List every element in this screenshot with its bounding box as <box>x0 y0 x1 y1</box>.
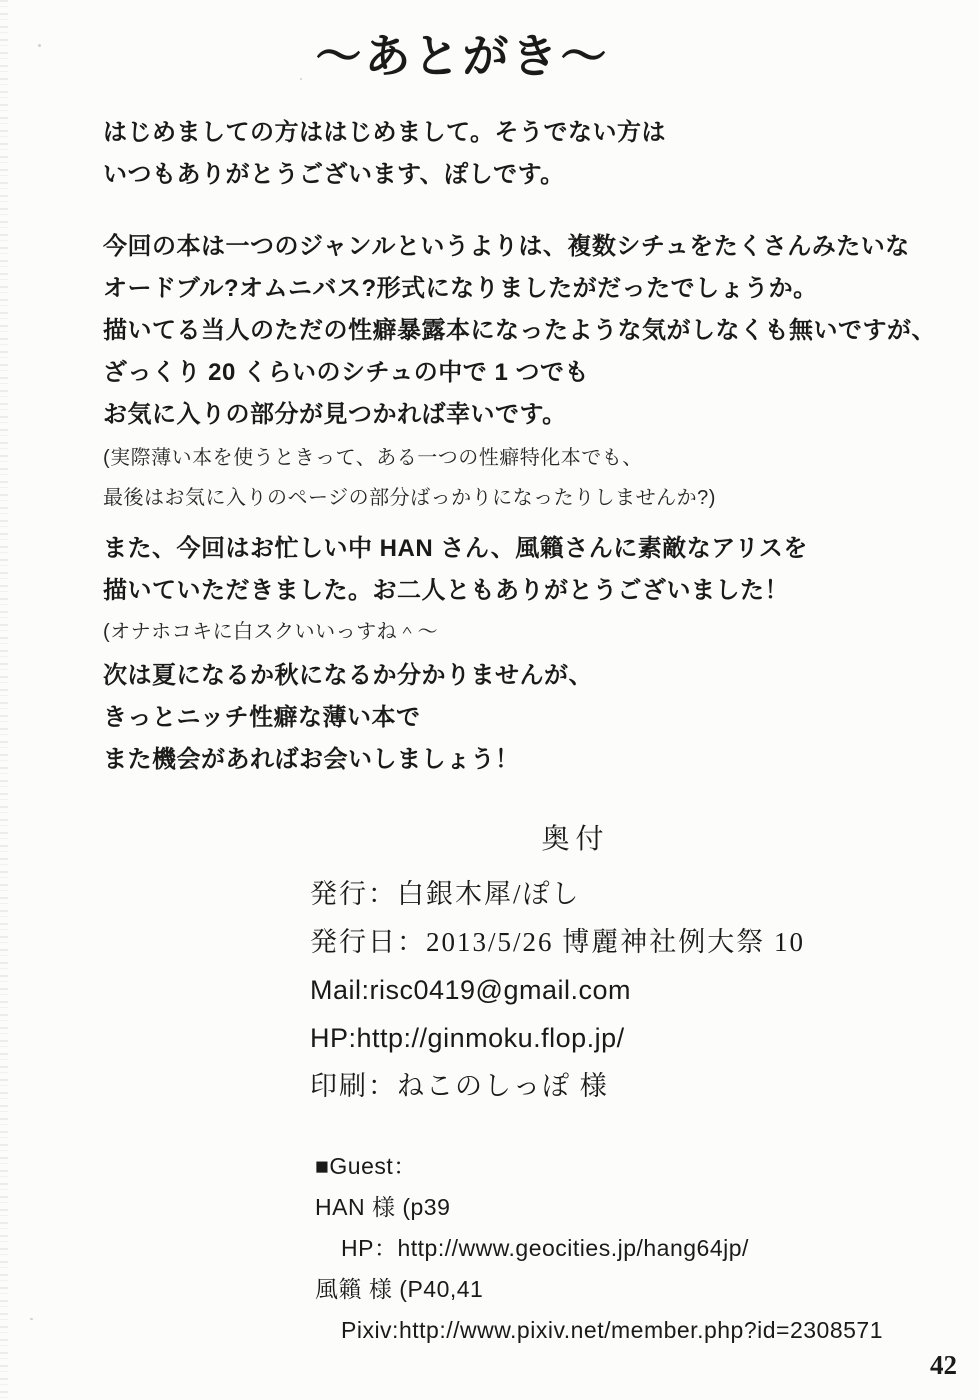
text-line: また機会があればお会いしましょう！ <box>103 746 520 773</box>
guest-name: 風籟 様 (P40,41 <box>315 1276 484 1302</box>
guest-heading: ■Guest： <box>315 1153 417 1179</box>
text-line: いつもありがとうございます、ぽしです。 <box>103 161 565 188</box>
scan-speck <box>30 1318 33 1320</box>
colophon-lines <box>310 870 979 1110</box>
mail-line: Mail:risc0419@gmail.com <box>310 975 631 1005</box>
colophon-heading: 奥付 <box>541 824 610 855</box>
intro-paragraph <box>103 112 939 196</box>
afterword-body <box>103 112 939 781</box>
guest-link: Pixiv:http://www.pixiv.net/member.php?id=2308571 <box>341 1317 884 1343</box>
text-line: また、今回はお忙しい中 HAN さん、風籟さんに素敵なアリスを <box>103 535 808 562</box>
text-line: (実際薄い本を使うときって、ある一つの性癖特化本でも、 <box>103 447 643 469</box>
aside-note <box>103 438 939 518</box>
publisher-line: 発行：白銀木犀/ぽし <box>310 879 581 909</box>
text-line: はじめましての方ははじめまして。そうでない方は <box>103 119 667 146</box>
page-number: 42 <box>930 1350 957 1380</box>
closing-paragraph <box>103 655 939 781</box>
printer-line: 印刷：ねこのしっぽ 様 <box>310 1071 609 1101</box>
thanks-paragraph <box>103 528 939 612</box>
text-line: 最後はお気に入りのページの部分ばっかりになったりしませんか?) <box>103 487 716 509</box>
text-line: 次は夏になるか秋になるか分かりませんが、 <box>103 662 593 689</box>
scan-edge-noise <box>0 0 8 1400</box>
guest-section <box>315 1146 883 1351</box>
main-paragraph <box>103 226 939 436</box>
text-line: 描いていただきました。お二人ともありがとうございました！ <box>103 577 789 604</box>
text-line: 今回の本は一つのジャンルというよりは、複数シチュをたくさんみたいな <box>103 233 910 260</box>
text-line: ざっくり 20 くらいのシチュの中で 1 つでも <box>103 359 589 386</box>
text-line: オードブル?オムニバス?形式になりましたがだったでしょうか。 <box>103 275 818 302</box>
publish-date-line: 発行日：2013/5/26 博麗神社例大祭 10 <box>310 927 806 957</box>
afterword-title: ～あとがき～ <box>315 30 610 82</box>
text-line: (オナホコキに白スクいいっすね＾～ <box>103 621 439 643</box>
homepage-line: HP:http://ginmoku.flop.jp/ <box>310 1023 625 1053</box>
text-line: きっとニッチ性癖な薄い本で <box>103 704 421 731</box>
colophon-section <box>0 820 979 1110</box>
guest-link: HP：http://www.geocities.jp/hang64jp/ <box>341 1235 749 1261</box>
text-line: 描いてる当人のただの性癖暴露本になったような気がしなくも無いですが、 <box>103 317 936 344</box>
aside-note <box>103 612 939 652</box>
text-line: お気に入りの部分が見つかれば幸いです。 <box>103 401 567 428</box>
guest-name: HAN 様 (p39 <box>315 1194 451 1220</box>
